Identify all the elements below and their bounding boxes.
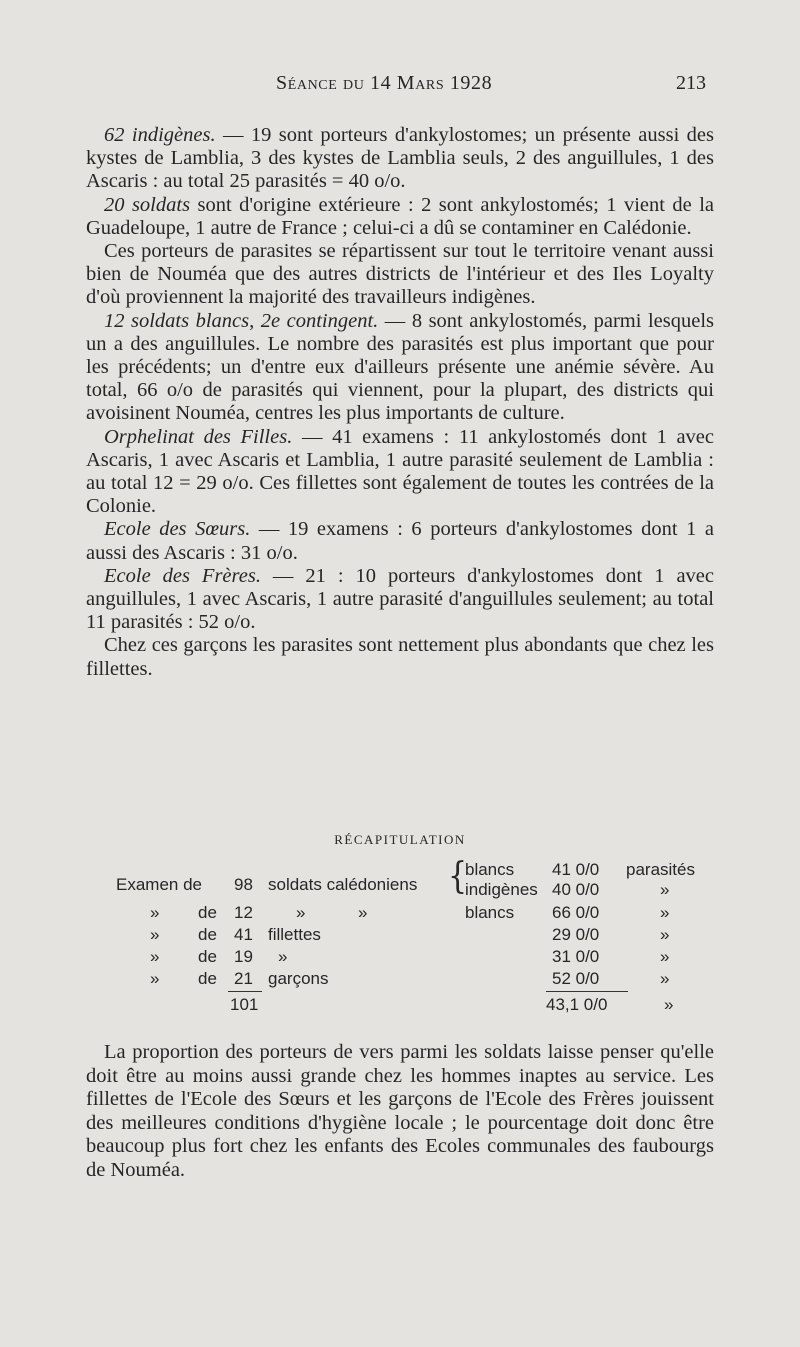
recap-table	[0, 855, 800, 1018]
recap-value: 66 0/0	[552, 903, 600, 922]
recap-group: fillettes	[268, 925, 321, 944]
recap-unit: »	[660, 969, 670, 988]
paragraph-text: — 19 sont porteurs d'ankylostomes; un présente aussi des kystes de Lamblia, 3 des kystes de Lamblia seuls, 2 des anguillules, 1 des Ascaris : au total 25 parasités = 40 o/o.	[86, 124, 714, 193]
paragraph	[86, 124, 714, 194]
paragraph-lead: 62 indigènes.	[104, 124, 216, 146]
recap-group: soldats calédoniens	[268, 875, 418, 894]
paragraph-text: — 21 : 10 porteurs d'ankylostomes dont 1 avec anguillules, 1 avec Ascaris, 1 autre parasité d'anguillules seulement; au total 11 parasités : 52 o/o.	[86, 564, 714, 634]
recap-total-count: 101	[230, 995, 259, 1014]
paragraph-lead: Orphelinat des Filles.	[104, 425, 293, 448]
recap-value: 40 0/0	[552, 880, 600, 899]
recap-group: garçons	[268, 969, 329, 988]
recap-unit: »	[660, 903, 670, 922]
paragraph	[86, 518, 714, 564]
paragraph	[86, 310, 714, 426]
recap-unit: parasités	[626, 860, 695, 879]
paragraph-text: — 41 examens : 11 ankylostomés dont 1 avec Ascaris, 1 avec Ascaris et Lamblia, 1 autre parasité seulement de Lamblia : au total 12 = 29 o/o. Ces fillettes sont également de toutes les contrées de la Colonie.	[86, 425, 715, 518]
recap-count: 12	[234, 903, 253, 922]
body-text	[86, 124, 714, 681]
paragraph-text: — 19 examens : 6 porteurs d'ankylostomes dont 1 a aussi des Ascaris : 31 o/o.	[86, 518, 714, 564]
closing-text: La proportion des porteurs de vers parmi les soldats laisse penser qu'elle doit être au moins aussi grande chez les hommes inaptes au service. Les fillettes de l'Ecole des Sœurs et les garçons de l'Ecole des Frères jouissent des meilleures conditions d'hygiène locale ; le pourcentage doit donc être beaucoup plus fort chez les enfants des Ecoles communales des faubourgs de Nouméa.	[86, 1041, 714, 1181]
recap-value: 41 0/0	[552, 860, 600, 879]
recap-ditto: »	[150, 969, 160, 988]
recap-de: de	[198, 947, 217, 966]
paragraph	[86, 194, 714, 240]
recap-unit: »	[660, 947, 670, 966]
paragraph-lead: Ecole des Sœurs.	[104, 518, 251, 541]
recap-count: 21	[234, 969, 253, 988]
recap-category: blancs	[465, 903, 515, 922]
recap-value: 52 0/0	[552, 969, 600, 988]
recap-group: »	[278, 947, 288, 966]
recap-de: de	[198, 969, 217, 988]
closing-paragraph	[86, 1041, 714, 1182]
recap-group: »	[296, 903, 306, 922]
paragraph	[86, 634, 714, 680]
recap-count: 19	[234, 947, 253, 966]
recap-ditto: »	[150, 903, 160, 922]
recap-unit: »	[660, 925, 670, 944]
total-rule	[546, 991, 628, 992]
recap-unit: »	[664, 995, 674, 1014]
recap-unit: »	[660, 880, 670, 899]
paragraph-text: Ces porteurs de parasites se répartissent sur tout le territoire venant aussi bien de Nouméa que des autres districts de l'intérieur et des Iles Loyalty d'où proviennent la majorité des travailleurs indigènes.	[86, 240, 714, 309]
recap-ditto: »	[150, 947, 160, 966]
paragraph	[86, 565, 714, 635]
recap-title: RÉCAPITULATION	[334, 832, 466, 847]
paragraph	[86, 426, 714, 519]
paragraph-text: — 8 sont ankylostomés, parmi lesquels un a des anguillules. Le nombre des parasités est plus important que pour les précédents; un d'entre eux d'ailleurs présente une anémie sévère. Au total, 66 o/o de parasités qui viennent, pour la plupart, des districts qui avoisinent Nouméa, centres les plus importants de culture.	[86, 309, 714, 425]
recap-category: blancs	[465, 860, 515, 879]
paragraph-lead: Ecole des Frères.	[104, 564, 261, 587]
recap-de: de	[198, 925, 217, 944]
total-rule	[228, 991, 262, 992]
recap-count: 98	[234, 875, 253, 894]
paragraph-text: sont d'origine extérieure : 2 sont ankylostomés; 1 vient de la Guadeloupe, 1 autre de France ; celui-ci a dû se contaminer en Calédonie.	[86, 193, 714, 239]
paragraph-lead: 20 soldats	[104, 193, 191, 216]
recap-count: 41	[234, 925, 253, 944]
recap-de: de	[198, 903, 217, 922]
recap-ditto: »	[150, 925, 160, 944]
recap-total-value: 43,1 0/0	[546, 995, 608, 1014]
recap-value: 29 0/0	[552, 925, 600, 944]
running-title: Séance du 14 Mars 1928	[276, 72, 493, 94]
recap-label: Examen de	[116, 875, 202, 894]
recap-ditto: »	[358, 903, 368, 922]
page-number: 213	[676, 72, 706, 94]
recap-value: 31 0/0	[552, 947, 600, 966]
page-header	[0, 72, 800, 102]
paragraph-lead: 12 soldats blancs, 2e contingent.	[104, 309, 379, 332]
brace-glyph: {	[448, 855, 468, 898]
recap-category: indigènes	[465, 880, 538, 899]
paragraph-text: Chez ces garçons les parasites sont nettement plus abondants que chez les fillettes.	[86, 634, 714, 680]
paragraph	[86, 240, 714, 310]
